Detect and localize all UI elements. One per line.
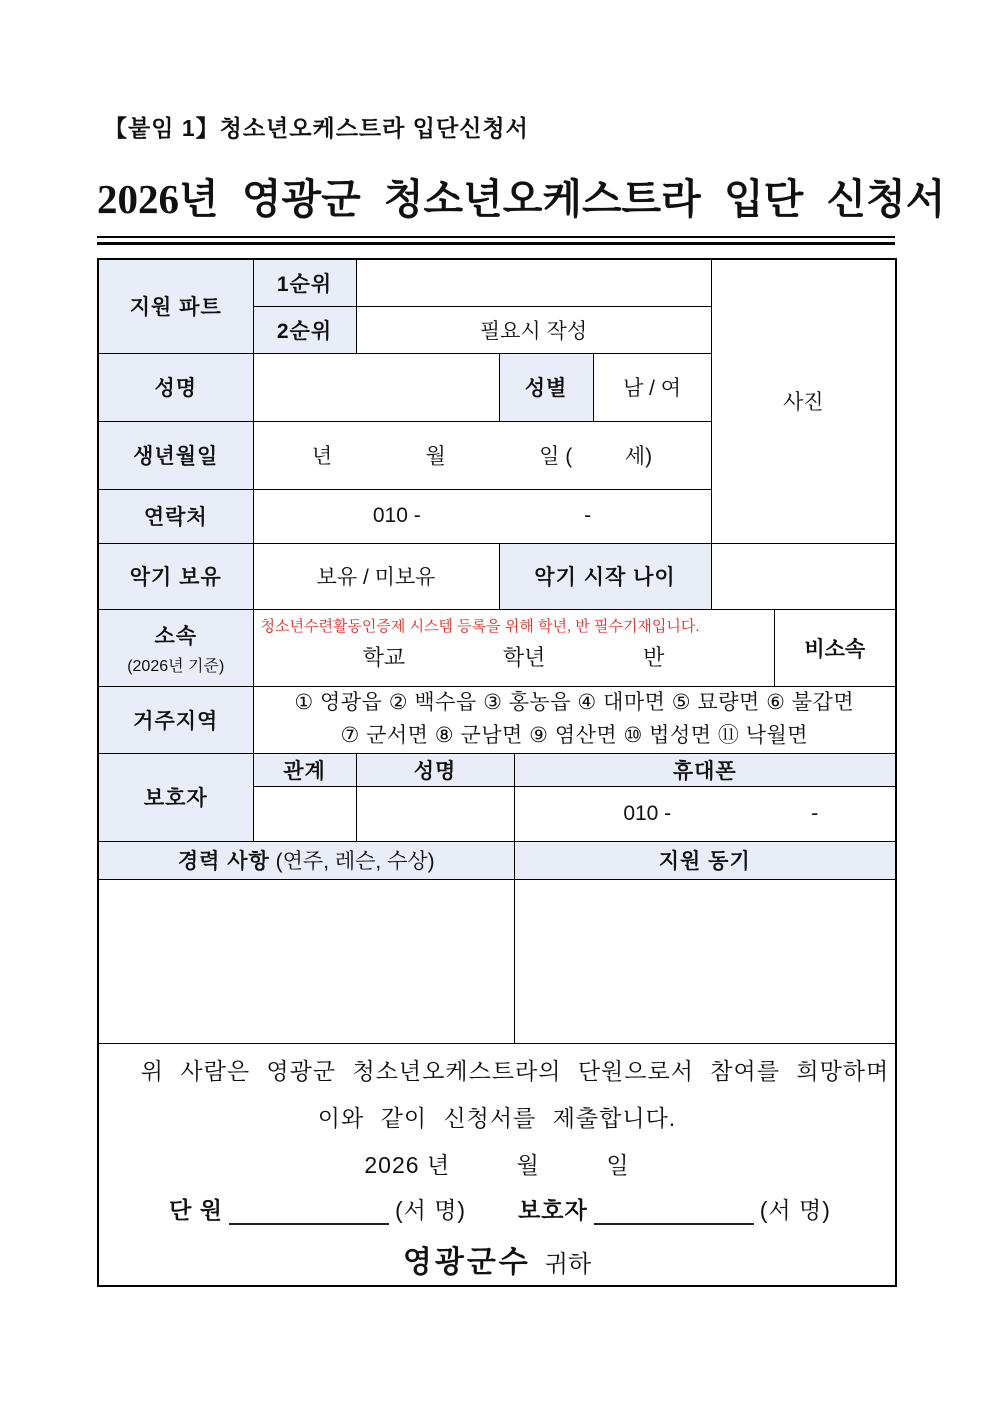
guardian-relation-input[interactable] [253, 786, 356, 841]
recipient-suffix: 귀하 [544, 1250, 592, 1278]
application-form-table [97, 258, 897, 1287]
contact-label: 연락처 [98, 489, 253, 543]
page-title: 2026년 영광군 청소년오케스트라 입단 신청서 [97, 176, 946, 222]
part-label: 지원 파트 [98, 259, 253, 353]
residence-options-line1[interactable]: ① 영광읍 ② 백수읍 ③ 홍농읍 ④ 대마면 ⑤ 묘량면 ⑥ 불갑면 [294, 690, 855, 714]
gender-choice[interactable]: 남 / 여 [593, 353, 711, 421]
affiliation-label-main: 소속 [154, 624, 198, 648]
rank1-input[interactable] [356, 259, 711, 306]
signature-line [99, 1192, 895, 1225]
member-signature-label: 단 원 [169, 1196, 223, 1223]
name-input[interactable] [253, 353, 499, 421]
residence-options[interactable] [253, 686, 896, 753]
rank1-label: 1순위 [253, 259, 356, 306]
rank2-label: 2순위 [253, 306, 356, 353]
gender-label: 성별 [499, 353, 593, 421]
guardian-phone-input[interactable]: 010 - - [514, 786, 896, 841]
career-input[interactable] [98, 879, 514, 1043]
affiliation-label [98, 609, 253, 686]
guardian-name-input[interactable] [356, 786, 514, 841]
guardian-relation-header: 관계 [253, 753, 356, 786]
attachment-label: 【붙임 1】청소년오케스트라 입단신청서 [104, 115, 529, 141]
guardian-label: 보호자 [98, 753, 253, 841]
instrument-label: 악기 보유 [98, 543, 253, 609]
guardian-phone-header: 휴대폰 [514, 753, 896, 786]
date-line[interactable]: 2026 년 월 일 [364, 1151, 630, 1178]
start-age-label: 악기 시작 나이 [499, 543, 711, 609]
affiliation-fields[interactable]: 학교 학년 반 [362, 644, 665, 670]
affiliation-label-sub: (2026년 기준) [127, 657, 225, 675]
title-divider [97, 236, 895, 245]
instrument-choice[interactable]: 보유 / 미보유 [253, 543, 499, 609]
start-age-input[interactable] [711, 543, 896, 609]
guardian-sign-note: (서 명) [759, 1196, 831, 1223]
member-signature-input[interactable] [229, 1197, 389, 1225]
closing-statement-line1: 위 사람은 영광군 청소년오케스트라의 단원으로서 참여를 희망하며 [140, 1057, 890, 1084]
guardian-signature-label: 보호자 [518, 1196, 588, 1223]
birthdate-label: 생년월일 [98, 421, 253, 489]
career-header-main: 경력 사항 [177, 850, 270, 873]
affiliation-input[interactable] [253, 609, 774, 686]
motive-input[interactable] [514, 879, 896, 1043]
name-label: 성명 [98, 353, 253, 421]
closing-section [98, 1043, 896, 1286]
photo-label: 사진 [782, 391, 824, 415]
career-header-sub: (연주, 레슨, 수상) [269, 850, 435, 873]
residence-label: 거주지역 [98, 686, 253, 753]
career-header [98, 841, 514, 879]
contact-input[interactable]: 010 - - [253, 489, 711, 543]
guardian-name-header: 성명 [356, 753, 514, 786]
closing-statement-line2: 이와 같이 신청서를 제출합니다. [317, 1104, 677, 1131]
non-affiliated-option[interactable]: 비소속 [774, 609, 896, 686]
guardian-signature-input[interactable] [594, 1197, 754, 1225]
affiliation-required-note: 청소년수련활동인증제 시스템 등록을 위해 학년, 반 필수기재입니다. [260, 618, 700, 636]
photo-box[interactable] [711, 259, 896, 543]
rank2-input[interactable]: 필요시 작성 [356, 306, 711, 353]
birthdate-input[interactable]: 년 월 일 ( 세) [253, 421, 711, 489]
motive-header: 지원 동기 [514, 841, 896, 879]
recipient-name: 영광군수 [402, 1245, 531, 1279]
residence-options-line2[interactable]: ⑦ 군서면 ⑧ 군남면 ⑨ 염산면 ⑩ 법성면 ⑪ 낙월면 [340, 723, 809, 747]
member-sign-note: (서 명) [394, 1196, 467, 1223]
recipient-line [99, 1237, 895, 1281]
